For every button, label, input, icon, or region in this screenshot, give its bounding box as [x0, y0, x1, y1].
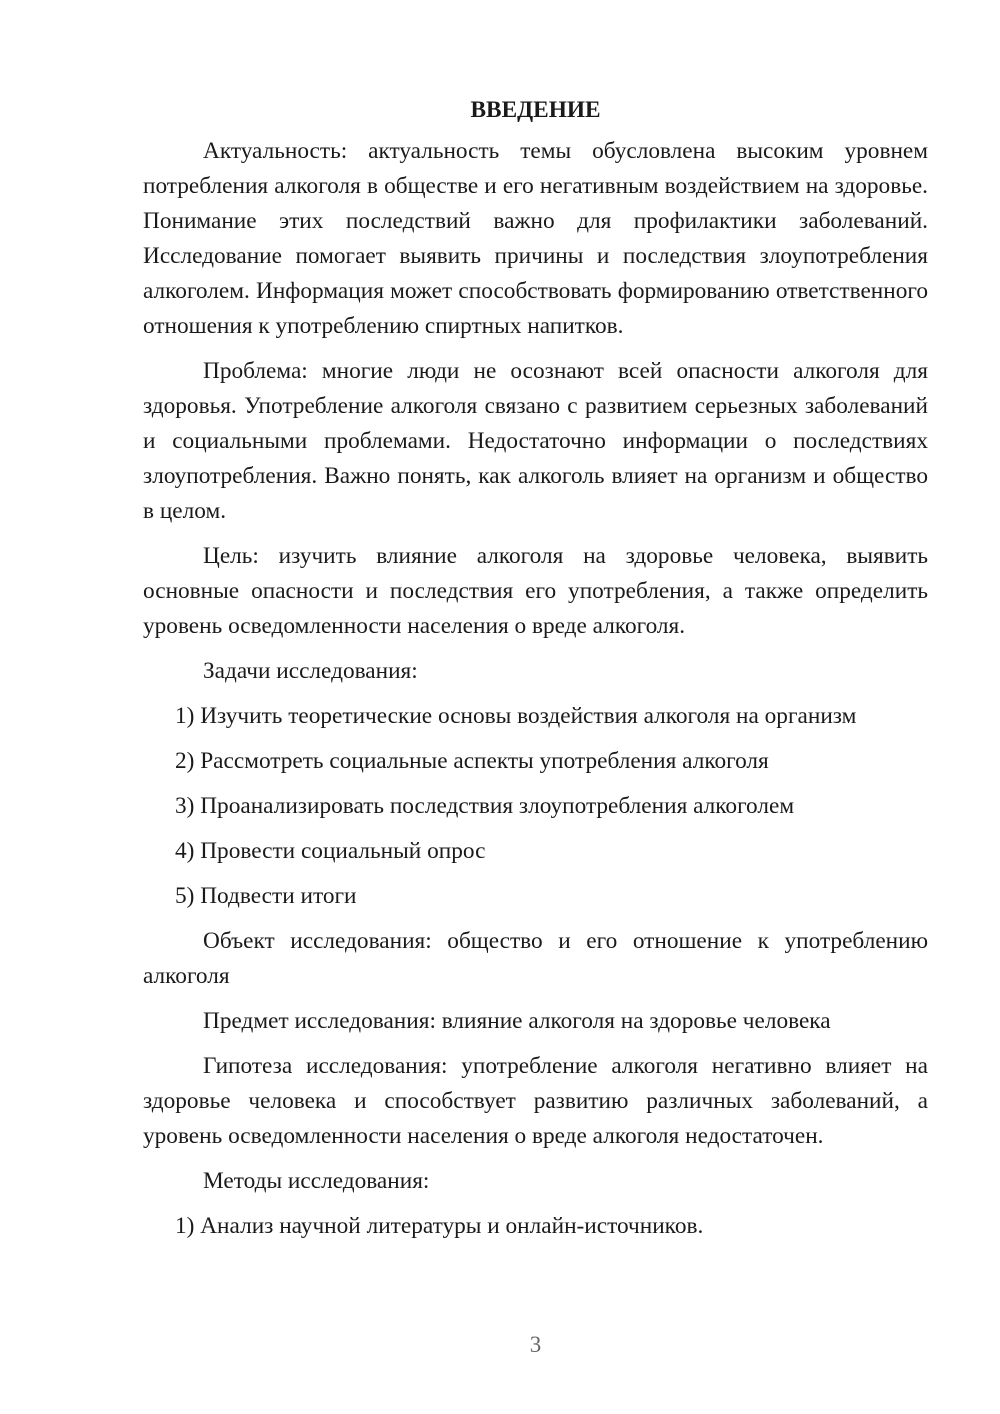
task-item: 5) Подвести итоги	[175, 883, 357, 909]
document-body	[143, 93, 928, 1254]
task-item: 4) Провести социальный опрос	[175, 838, 486, 864]
paragraph-relevance: Актуальность: актуальность темы обусловлена высоким уровнем потребления алкоголя в обществе и его негативным воздействием на здоровье. Понимание этих последствий важно для профилактики заболеваний. Исследование помогает выявить причины и последствия злоупотребления алкоголем. Информация может способствовать формированию ответственного отношения к употреблению спиртных напитков.	[143, 138, 928, 339]
methods-heading: Методы исследования:	[203, 1168, 430, 1194]
paragraph-goal: Цель: изучить влияние алкоголя на здоровье человека, выявить основные опасности и последствия его употребления, а также определить уровень осведомленности населения о вреде алкоголя.	[143, 543, 928, 639]
page-number: 3	[529, 1332, 542, 1357]
paragraph-object: Объект исследования: общество и его отношение к употреблению алкоголя	[143, 928, 928, 989]
task-item: 1) Изучить теоретические основы воздействия алкоголя на организм	[175, 703, 857, 729]
method-item: 1) Анализ научной литературы и онлайн-источников.	[175, 1213, 704, 1239]
paragraph-problem: Проблема: многие люди не осознают всей опасности алкоголя для здоровья. Употребление алкоголя связано с развитием серьезных заболеваний и социальными проблемами. Недостаточно информации о последствиях злоупотребления. Важно понять, как алкоголь влияет на организм и общество в целом.	[143, 358, 928, 524]
task-item: 2) Рассмотреть социальные аспекты употребления алкоголя	[175, 748, 769, 774]
task-item: 3) Проанализировать последствия злоупотребления алкоголем	[175, 793, 795, 819]
tasks-heading: Задачи исследования:	[203, 658, 418, 684]
paragraph-hypothesis: Гипотеза исследования: употребление алкоголя негативно влияет на здоровье человека и способствует развитию различных заболеваний, а уровень осведомленности населения о вреде алкоголя недостаточен.	[143, 1053, 928, 1149]
section-title: ВВЕДЕНИЕ	[470, 97, 601, 123]
paragraph-subject: Предмет исследования: влияние алкоголя на здоровье человека	[203, 1008, 831, 1034]
